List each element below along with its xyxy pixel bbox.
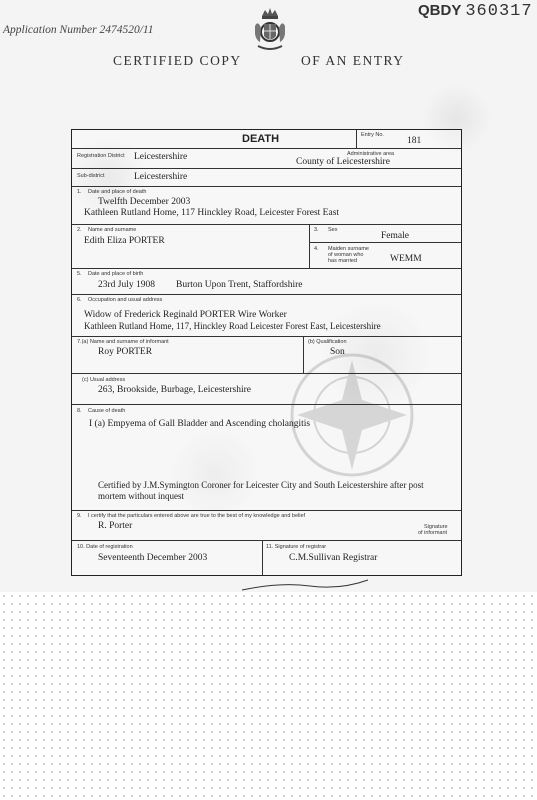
serial-prefix: QBDY bbox=[418, 2, 462, 19]
informant-name: Roy PORTER bbox=[98, 347, 153, 357]
field-9-number: 9. bbox=[77, 513, 82, 519]
registration-district-label: Registration District bbox=[77, 153, 125, 159]
field-1-number: 1. bbox=[77, 189, 82, 195]
date-of-registration: Seventeenth December 2003 bbox=[98, 553, 208, 563]
watermark-emblem-icon bbox=[277, 340, 427, 490]
occupation: Widow of Frederick Reginald PORTER Wire Worker bbox=[84, 310, 287, 320]
subdistrict: Leicestershire bbox=[134, 172, 188, 182]
serial-number bbox=[418, 2, 533, 21]
place-of-birth: Burton Upon Trent, Staffordshire bbox=[176, 280, 303, 290]
entry-no: 181 bbox=[407, 136, 422, 146]
administrative-area: County of Leicestershire bbox=[296, 157, 390, 167]
administrative-area-label: Administrative area bbox=[347, 151, 395, 157]
date-of-death: Twelfth December 2003 bbox=[98, 197, 191, 207]
title-of-an-entry: OF AN ENTRY bbox=[301, 53, 405, 68]
field-11-label: 11. Signature of registrar bbox=[266, 544, 327, 550]
signature-label-1: Signature bbox=[424, 524, 448, 530]
field-1-label: Date and place of death bbox=[88, 189, 147, 195]
field-10-label: 10. Date of registration bbox=[77, 544, 133, 550]
death-entry-form bbox=[71, 129, 462, 576]
form-heading: DEATH bbox=[242, 133, 280, 145]
usual-address: Kathleen Rutland Home, 117, Hinckley Road Leicester Forest East, Leicestershire bbox=[84, 321, 381, 331]
field-8-number: 8. bbox=[77, 408, 82, 414]
field-4-label-2: of woman who bbox=[328, 252, 364, 258]
field-7a-label: 7.(a) Name and surname of informant bbox=[77, 339, 169, 345]
registrar-signature: C.M.Sullivan Registrar bbox=[289, 553, 378, 563]
title-certified-copy: CERTIFIED COPY bbox=[113, 53, 242, 68]
field-8-label: Cause of death bbox=[88, 408, 126, 414]
field-3-label: Sex bbox=[328, 227, 338, 233]
field-6-label: Occupation and usual address bbox=[88, 297, 163, 303]
signature-label-2: of informant bbox=[418, 530, 448, 536]
sex: Female bbox=[381, 231, 409, 241]
field-9-label: I certify that the particulars entered above are true to the best of my knowledge and belief bbox=[88, 513, 306, 519]
field-3-number: 3. bbox=[314, 227, 319, 233]
subdistrict-label: Sub-district bbox=[77, 173, 105, 179]
field-4-label-1: Maiden surname bbox=[328, 246, 369, 252]
field-5-number: 5. bbox=[77, 271, 82, 277]
certification-line-2: mortem without inquest bbox=[98, 491, 184, 501]
entry-no-label: Entry No. bbox=[361, 132, 384, 138]
field-6-number: 6. bbox=[77, 297, 82, 303]
registration-district: Leicestershire bbox=[134, 152, 188, 162]
field-7c-label: (c) Usual address bbox=[82, 377, 126, 383]
serial-digits: 360317 bbox=[465, 2, 533, 21]
field-2-label: Name and surname bbox=[88, 227, 137, 233]
application-number: Application Number 2474520/11 bbox=[3, 24, 154, 36]
field-5-label: Date and place of birth bbox=[88, 271, 144, 277]
deceased-name: Edith Eliza PORTER bbox=[84, 236, 165, 246]
certification-line-1: Certified by J.M.Symington Coroner for Leicester City and South Leicestershire after post bbox=[98, 480, 424, 490]
cause-of-death: I (a) Empyema of Gall Bladder and Ascending cholangitis bbox=[89, 419, 311, 429]
field-4-number: 4. bbox=[314, 246, 319, 252]
royal-coat-of-arms-icon bbox=[252, 6, 288, 56]
pen-stroke-icon bbox=[240, 578, 370, 592]
informant-signature: R. Porter bbox=[98, 521, 133, 531]
field-4-label-3: has married bbox=[328, 258, 358, 264]
field-2-number: 2. bbox=[77, 227, 82, 233]
date-of-birth: 23rd July 1908 bbox=[98, 280, 155, 290]
maiden-surname: WEMM bbox=[390, 254, 422, 264]
informant-qualification: Son bbox=[330, 347, 345, 357]
field-7b-label: (b) Qualification bbox=[308, 339, 347, 345]
place-of-death: Kathleen Rutland Home, 117 Hinckley Road, Leicester Forest East bbox=[84, 208, 340, 218]
informant-address: 263, Brookside, Burbage, Leicestershire bbox=[98, 385, 252, 395]
